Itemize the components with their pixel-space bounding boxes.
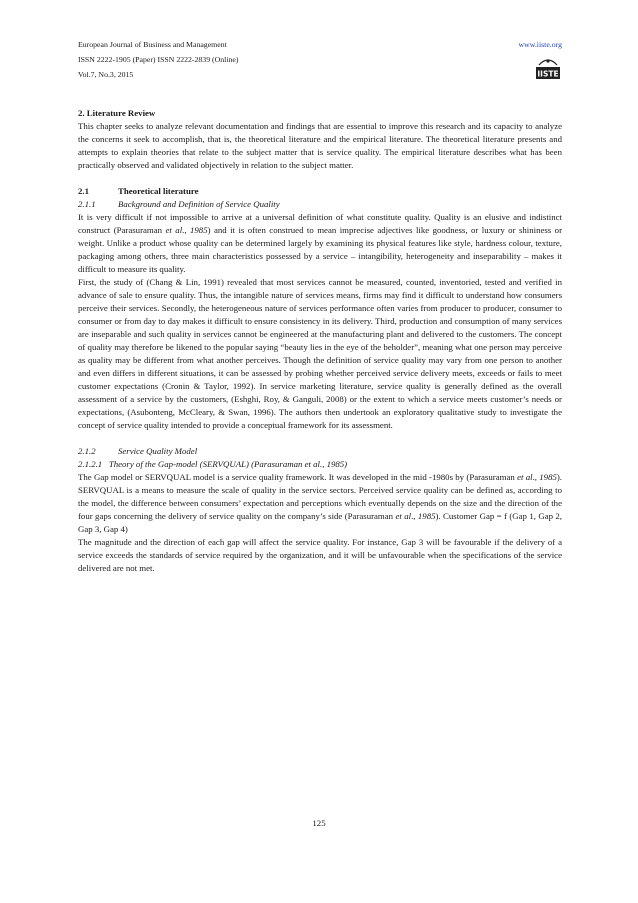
subsection-number: 2.1.2 (78, 446, 96, 456)
subsection-heading-service-quality-model (78, 445, 562, 458)
subsection-title: Service Quality Model (118, 446, 198, 456)
page-content (78, 107, 562, 575)
subsection-heading-background (78, 198, 562, 211)
page-header (78, 37, 562, 89)
paragraph-intro: This chapter seeks to analyze relevant documentation and findings that are essential to improve this research and its capacity to analyze the concerns it seek to accomplish, that is, the theoretical literature and the empirical literature. The theoretical literature presents and attempts to explain theories that relate to the subject matter that is service quality. The empirical literature describes what has been practically observed and validated objectively in relation to the subject matter. (78, 121, 562, 170)
iiste-logo (536, 56, 560, 80)
section-number: 2.1 (78, 186, 89, 196)
page-number: 125 (312, 818, 326, 828)
paragraph-characteristics: First, the study of (Chang & Lin, 1991) revealed that most services cannot be measured, counted, inventoried, tested and verified in advance of sale to ensure quality. Thus, the intangible nature of services means, firms may find it difficult to understand how consumers perceive their services. Secondly, the heterogeneous nature of services performance often varies from producer to producer, consumer to consumer or from day to day makes it difficult to ensure consistency in its delivery. Third, production and consumption of many services are inseparable and such quality in services cannot be engineered at the manufacturing plant and delivered to the customers. The concept of quality may therefore be likened to the popular saying “beauty lies in the eye of the beholder”, meaning what one person may perceive as quality may be different from what another perceives. Though the definition of service quality may vary from one person to another and even differs in different situations, it can be assessed by probing whether perceived service delivery meets, exceeds or fails to meet customer expectations (Cronin & Taylor, 1992). In service marketing literature, service quality is generally defined as the overall assessment of a service by the customers, (Eshghi, Roy, & Ganguli, 2008) or the extent to which a service meets customer’s needs or expectations, (Asubonteng, McCleary, & Swan, 1996). The authors then undertook an exploratory qualitative study to investigate the concept of service quality intended to provide a conceptual framework for its assessment. (78, 277, 562, 430)
journal-name: European Journal of Business and Management (78, 40, 227, 49)
paragraph-gap-magnitude: The magnitude and the direction of each gap will affect the service quality. For instance, Gap 3 will be favourable if the delivery of a service exceeds the standards of service required by the organization, and it will be unfavourable when the specifications of the service delivered are not met. (78, 537, 562, 573)
subsubsection-heading-gap-model (78, 458, 562, 471)
subsection-number: 2.1.1 (78, 199, 96, 209)
section-heading-theoretical-literature (78, 185, 562, 198)
volume-line: Vol.7, No.3, 2015 (78, 70, 134, 79)
paragraph-definition: It is very difficult if not impossible to arrive at a universal definition of what constitute quality. Quality is an elusive and indistinct construct (Parasuraman et al., 1985) and it is often construed to mean imprecise adjectives like goodness, or luxury or shininess or weight. Unlike a product whose quality can be determined largely by examining its physical features like style, hardness colour, texture, packaging among others, three main characteristics possessed by a service – intangibility, heterogeneity and inseparability – makes it difficult to measure its quality. (78, 212, 562, 274)
subsubsection-number: 2.1.2.1 (78, 459, 103, 469)
section-heading-literature-review: 2. Literature Review (78, 108, 156, 118)
issn-line: ISSN 2222-1905 (Paper) ISSN 2222-2839 (Online) (78, 55, 239, 64)
section-title: Theoretical literature (118, 186, 199, 196)
journal-url-link[interactable]: www.iiste.org (518, 40, 562, 49)
subsection-title: Background and Definition of Service Quality (118, 199, 280, 209)
logo-lettering: IISTE (537, 69, 559, 79)
paragraph-gap-model: The Gap model or SERVQUAL model is a service quality framework. It was developed in the mid -1980s by (Parasuraman et al., 1985). SERVQUAL is a means to measure the scale of quality in the service sectors. Perceived service quality can be defined as, according to the model, the difference between consumers’ expectation and perceptions which eventually depends on the size and the direction of the four gaps concerning the delivery of service quality on the company’s side (Parasuraman et al., 1985). Customer Gap = f (Gap 1, Gap 2, Gap 3, Gap 4) (78, 472, 563, 534)
subsubsection-title: Theory of the Gap-model (SERVQUAL) (Parasuraman et al., 1985) (108, 459, 348, 469)
